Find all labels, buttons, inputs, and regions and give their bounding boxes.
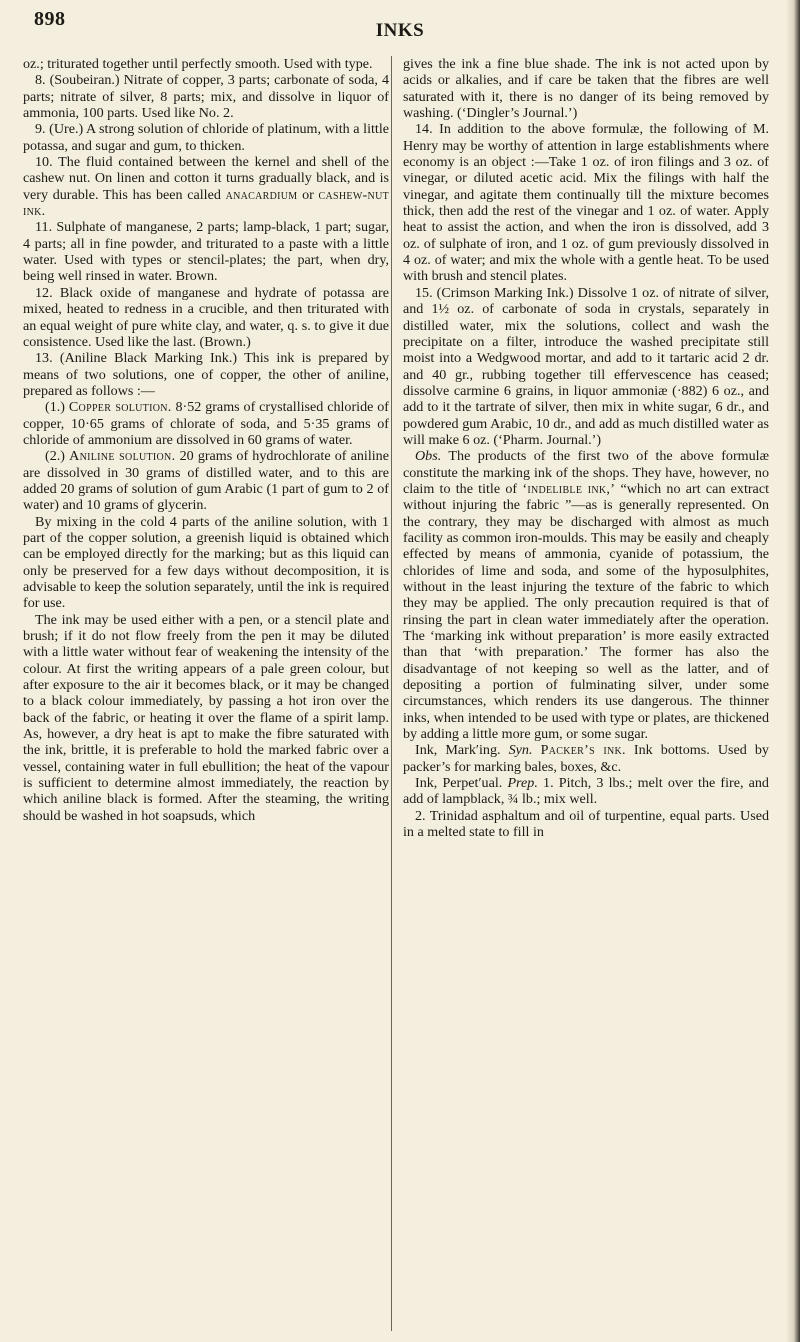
paragraph-text: The products of the first two of the above formulæ constitute the marking ink of the shops. They have, however, no claim to the title of <box>403 448 769 497</box>
column-divider <box>391 56 392 1331</box>
synonym-label: Syn. <box>508 742 533 759</box>
term-small-caps: Aniline solution. <box>69 448 176 465</box>
term-small-caps: Copper solution. <box>68 399 172 416</box>
entry-heading: Ink, Mark′ing. <box>415 742 501 759</box>
entry-heading: Ink, Perpet′ual. <box>415 775 503 792</box>
paragraph-text: or <box>302 186 314 203</box>
sub-label: (2.) <box>45 448 65 465</box>
paragraph-text: Used by packer’s for marking bales, boxes, &c. <box>403 742 769 775</box>
paragraph: 13. (Aniline Black Marking Ink.) This ink is prepared by means of two solutions, one of copper, the other of aniline, prepared as follows :— <box>23 350 389 399</box>
right-column <box>403 56 769 841</box>
paragraph-text: “which no art can extract without injuring the fabric ”—as is generally represented. On the contrary, they may be discharged with almost as much facility as common iron-moulds. This may be easily and cheaply effected by means of ammonia, cyanide of potassium, the chlorides of lime and soda, and some of the hyposulphites, without in the least injuring the texture of the fabric to which they may be applied. The only precaution required is that of rinsing the part in clean water immediately after the operation. The ‘marking ink without preparation’ is more easily extracted than that ‘with preparation.’ The former has also the disadvantage of not keeping so well as the latter, and of depositing a portion of fulminating silver, under some circumstances, which renders its use dangerous. The thinner inks, when intended to be used with type or plates, are thickened by adding a little more gum, or some sugar. <box>403 480 769 743</box>
term-small-caps: ‘indelible ink,’ <box>522 480 616 497</box>
paragraph: 14. In addition to the above formulæ, the following of M. Henry may be worthy of attention in large establishments where economy is an object :—Take 1 oz. of iron filings and 3 oz. of vinegar, or diluted acetic acid. Mix the filings with half the vinegar, and agitate them continually till the mixture becomes thick, then add the rest of the vinegar and 1 oz. of water. Apply heat to assist the action, and when the iron is dissolved, add 3 oz. of sulphate of iron, and 1 oz. of gum previously dissolved in 4 oz. of water; and mix the whole with a gentle heat. To be used with brush and stencil plates. <box>403 121 769 285</box>
paragraph: 2. Trinidad asphaltum and oil of turpentine, equal parts. Used in a melted state to fill in <box>403 807 769 841</box>
paragraph: 11. Sulphate of manganese, 2 parts; lamp-black, 1 part; sugar, 4 parts; all in fine powder, and triturated to a paste with a little water. Used with types or stencil-plates; the part, when dry, being well rinsed in water. Brown. <box>23 219 389 285</box>
paragraph-text: 10. The fluid contained between the kernel and shell of the cashew nut. On linen and cotton it turns gradually black, and is very durable. This has been called <box>23 154 389 203</box>
sub-label: (1.) <box>45 399 65 416</box>
paragraph <box>403 742 769 775</box>
paragraph: 8. (Soubeiran.) Nitrate of copper, 3 parts; carbonate of soda, 4 parts; nitrate of silver, 8 parts; mix, and dissolve in liquor of ammonia, 100 parts. Used like No. 2. <box>23 72 389 122</box>
paragraph: The ink may be used either with a pen, or a stencil plate and brush; if it do not flow freely from the pen it may be diluted with a little water without fear of weakening the intensity of the colour. At first the writing appears of a pale green colour, but after exposure to the air it becomes black, or it may be changed to a black colour immediately, by passing a hot iron over the back of the fabric, or heating it over the flame of a spirit lamp. As, however, a dry heat is apt to make the fibre saturated with the ink, brittle, it is preferable to hold the marked fabric over a vessel, containing water in full ebullition; the heat of the vapour is sufficient to determine almost immediately, the reaction by which aniline black is formed. After the steaming, the writing should be washed in hot soapsuds, which <box>23 611 389 824</box>
prep-label: Prep. <box>507 775 538 792</box>
paragraph: 15. (Crimson Marking Ink.) Dissolve 1 oz. of nitrate of silver, and 1½ oz. of carbonate of soda in crystals, separately in distilled water, mix the solutions, collect and wash the precipitate on a filter, introduce the washed precipitate still moist into a Wedgwood mortar, and add to it tartaric acid 2 dr. and 40 gr., rubbing together till effervescence has ceased; dissolve carmine 6 grains, in liquor ammoniæ (·882) 6 oz., and add to it the tartrate of silver, then mix in white sugar, 6 dr., and powdered gum Arabic, 10 dr., and add as much distilled water as will make 6 oz. (‘Pharm. Journal.’) <box>403 284 769 448</box>
term-small-caps: cashew-nut ink. <box>23 186 389 220</box>
paragraph <box>23 448 389 513</box>
page-edge-shadow <box>786 0 800 1342</box>
paragraph: gives the ink a fine blue shade. The ink is not acted upon by acids or alkalies, and if care be taken that the fibres are well saturated with it, there is no danger of its being removed by washing. (‘Dingler’s Journal.’) <box>403 56 769 122</box>
paragraph-text: 8·52 grams of crystallised chloride of copper, 10·65 grams of chlorate of soda, and 5·35 grams of chloride of ammonium are dissolved in 60 grams of water. <box>23 399 389 448</box>
paragraph-text: Ink bottoms. <box>633 742 710 759</box>
running-title: INKS <box>375 20 425 41</box>
paragraph: oz.; triturated together until perfectly smooth. Used with type. <box>23 56 373 72</box>
page-number: 898 <box>34 8 66 30</box>
paragraph-text: 20 grams of hydrochlorate of aniline are dissolved in 30 grams of distilled water, and to this are added 20 grams of solution of gum Arabic (1 part of gum to 2 of water) and 10 grams of glycerin. <box>23 448 389 514</box>
paragraph <box>403 775 769 808</box>
paragraph: By mixing in the cold 4 parts of the aniline solution, with 1 part of the copper solution, a greenish liquid is obtained which can be employed directly for the marking; but as this liquid can only be preserved for a few days without decomposition, it is advisable to keep the solution separately, until the ink is required for use. <box>23 513 389 612</box>
paragraph <box>23 154 389 219</box>
left-column <box>23 56 389 824</box>
paragraph <box>23 399 389 448</box>
paragraph-text: 1. Pitch, 3 lbs.; melt over the fire, and add of lampblack, ¾ lb.; mix well. <box>403 775 769 808</box>
paragraph: 9. (Ure.) A strong solution of chloride of platinum, with a little potassa, and sugar and gum, to thicken. <box>23 121 389 154</box>
paragraph: 12. Black oxide of manganese and hydrate of potassa are mixed, heated to redness in a crucible, and then triturated with an equal weight of pure white clay, and water, q. s. to give it due consistence. Used like the last. (Brown.) <box>23 284 389 350</box>
paragraph <box>403 448 769 742</box>
term-small-caps: anacardium <box>225 186 298 203</box>
term-small-caps: Packer’s ink. <box>540 742 626 759</box>
obs-label: Obs. <box>415 448 442 465</box>
